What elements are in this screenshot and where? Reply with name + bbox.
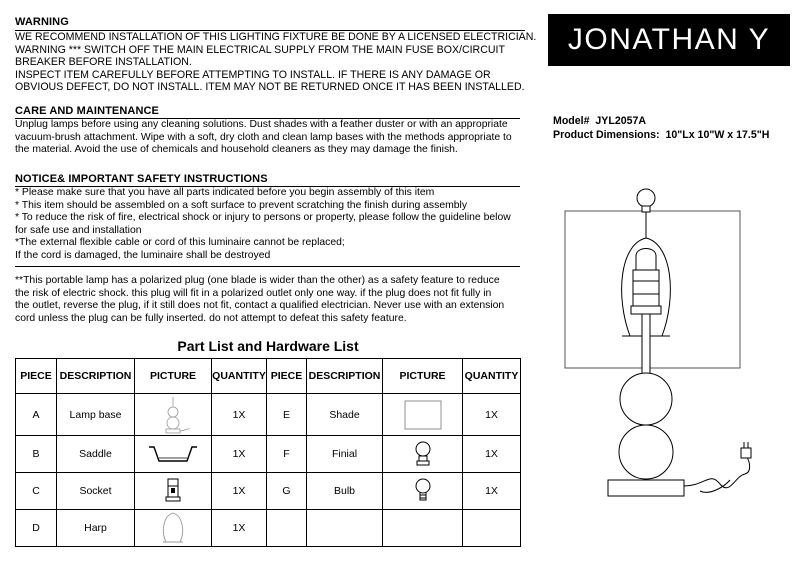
- header-piece: PIECE: [16, 359, 57, 394]
- header-description-2: DESCRIPTION: [307, 359, 383, 394]
- quantity-cell: 1X: [212, 394, 267, 436]
- picture-cell: [135, 436, 212, 473]
- description-cell: Harp: [57, 510, 135, 547]
- picture-cell: [135, 510, 212, 547]
- description-cell: Finial: [307, 436, 383, 473]
- piece-cell: G: [267, 473, 307, 510]
- safety-title: NOTICE& IMPORTANT SAFETY INSTRUCTIONS: [15, 173, 268, 185]
- header-picture: PICTURE: [135, 359, 212, 394]
- socket-icon: [163, 476, 183, 506]
- header-piece-2: PIECE: [267, 359, 307, 394]
- description-cell: Shade: [307, 394, 383, 436]
- table-row: [16, 473, 521, 510]
- description-cell: Socket: [57, 473, 135, 510]
- piece-cell: B: [16, 436, 57, 473]
- header-quantity-2: QUANTITY: [463, 359, 521, 394]
- description-cell: [307, 510, 383, 547]
- piece-cell: C: [16, 473, 57, 510]
- description-cell: Saddle: [57, 436, 135, 473]
- quantity-cell: 1X: [212, 436, 267, 473]
- safety-text: * Please make sure that you have all parts indicated before you begin assembly of this item * This item should be assembled on a soft surface to prevent scratching the finish during assembly * To reduce the risk of fire, electrical shock or injury to persons or property, please follow the guideline below for safe use and installation *The external flexible cable or cord of this luminaire cannot be replaced; If the cord is damaged, the luminaire shall be destroyed: [15, 187, 511, 261]
- parts-table: [15, 358, 521, 547]
- table-row: [16, 394, 521, 436]
- table-row: [16, 436, 521, 473]
- table-row: [16, 510, 521, 547]
- plug-divider: [15, 266, 520, 267]
- piece-cell: F: [267, 436, 307, 473]
- piece-cell: [267, 510, 307, 547]
- finial-icon: [413, 439, 433, 469]
- dimensions-value: 10"Lx 10"W x 17.5"H: [665, 129, 770, 141]
- description-cell: Bulb: [307, 473, 383, 510]
- header-quantity: QUANTITY: [212, 359, 267, 394]
- dimensions-label: Product Dimensions:: [553, 129, 660, 141]
- model-label: Model#: [553, 115, 590, 127]
- care-text: Unplug lamps before using any cleaning solutions. Dust shades with a feather duster or with an appropriate vacuum-brush attachment. Wipe with a soft, dry cloth and clean lamp bases with the methods appropriate to the material. Avoid the use of chemicals and household cleaners as they may damage the finish.: [15, 119, 512, 156]
- saddle-icon: [146, 441, 200, 467]
- quantity-cell: 1X: [463, 394, 521, 436]
- quantity-cell: 1X: [463, 473, 521, 510]
- header-picture-2: PICTURE: [383, 359, 463, 394]
- warning-title: WARNING: [15, 16, 69, 28]
- quantity-cell: 1X: [463, 436, 521, 473]
- warning-text: WE RECOMMEND INSTALLATION OF THIS LIGHTING FIXTURE BE DONE BY A LICENSED ELECTRICIAN. WARNING *** SWITCH OFF THE MAIN ELECTRICAL SUPPLY FROM THE MAIN FUSE BOX/CIRCUIT BREAKER BEFORE INSTALLATION. INSPECT ITEM CAREFULLY BEFORE ATTEMPTING TO INSTALL. IF THERE IS ANY DAMAGE OR OBVIOUS DEFECT, DO NOT INSTALL. ITEM MAY NOT BE RETURNED ONCE IT HAS BEEN INSTALLED.: [15, 31, 537, 94]
- lamp-assembly-illustration: [560, 186, 800, 506]
- parts-table-title: Part List and Hardware List: [177, 338, 359, 354]
- picture-cell: [383, 436, 463, 473]
- description-cell: Lamp base: [57, 394, 135, 436]
- piece-cell: E: [267, 394, 307, 436]
- brand-logo: JONATHAN Y: [548, 14, 790, 66]
- shade-icon: [401, 397, 445, 433]
- piece-cell: D: [16, 510, 57, 547]
- piece-cell: A: [16, 394, 57, 436]
- picture-cell: [383, 510, 463, 547]
- product-info: [553, 114, 803, 142]
- picture-cell: [383, 394, 463, 436]
- parts-table-header-row: [16, 359, 521, 394]
- quantity-cell: [463, 510, 521, 547]
- plug-warning-text: **This portable lamp has a polarized plug (one blade is wider than the other) as a safety feature to reduce the risk of electric shock. this plug will fit in a polarized outlet only one way. if the plug does not fit fully in the outlet, reverse the plug, if it still does not fit, contact a qualified electrician. Never use with an extension cord unless the plug can be fully inserted. do not attempt to defeat this safety feature.: [15, 275, 505, 324]
- picture-cell: [383, 473, 463, 510]
- quantity-cell: 1X: [212, 510, 267, 547]
- bulb-icon: [413, 476, 433, 506]
- lamp-base-icon: [153, 395, 193, 435]
- care-title: CARE AND MAINTENANCE: [15, 105, 159, 117]
- picture-cell: [135, 394, 212, 436]
- header-description: DESCRIPTION: [57, 359, 135, 394]
- harp-icon: [158, 510, 188, 546]
- quantity-cell: 1X: [212, 473, 267, 510]
- picture-cell: [135, 473, 212, 510]
- model-value: JYL2057A: [595, 115, 647, 127]
